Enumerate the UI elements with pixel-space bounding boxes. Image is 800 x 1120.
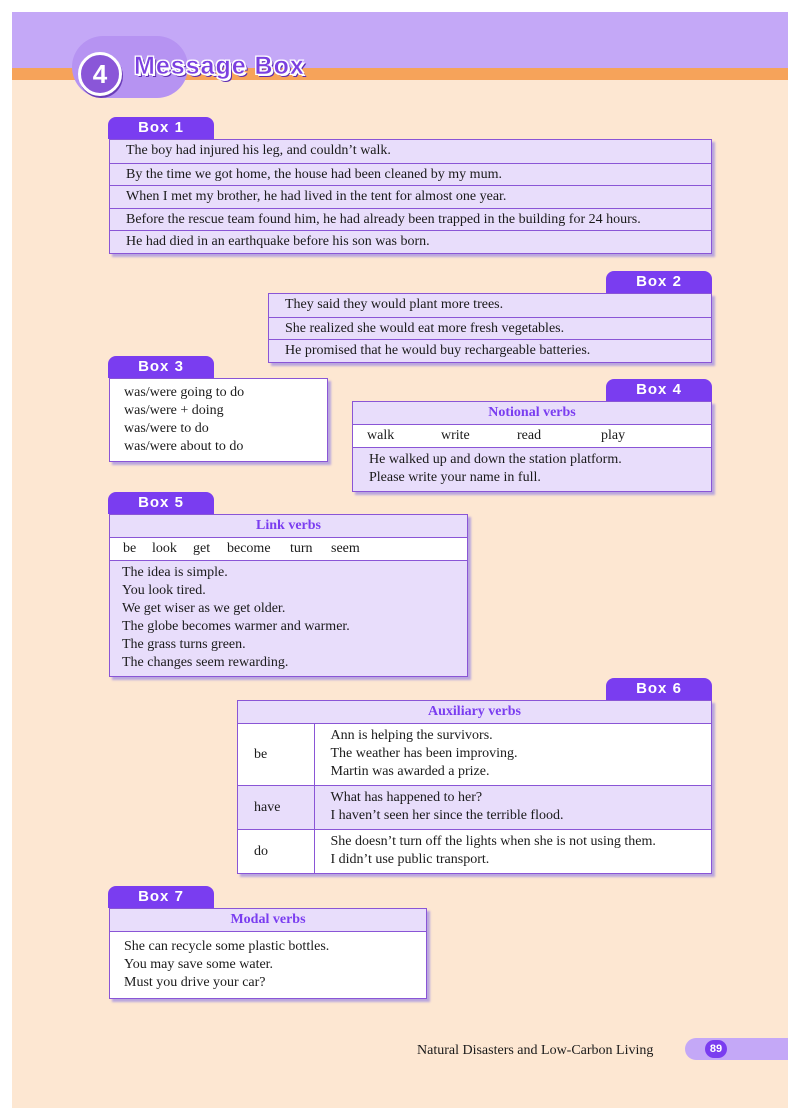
example-sentence: The grass turns green. (122, 637, 246, 652)
example-sentence: She doesn’t turn off the lights when she is not using them. (330, 834, 656, 849)
box2-row: She realized she would eat more fresh vegetables. (269, 317, 711, 340)
box4 (352, 401, 712, 492)
verb-cell: be (238, 724, 314, 786)
verb-word: become (227, 541, 271, 556)
box6-tab: Box 6 (606, 678, 712, 700)
verb-word: write (441, 428, 470, 443)
verb-cell: do (238, 830, 314, 874)
box1-row: He had died in an earthquake before his son was born. (110, 230, 711, 253)
box7-tab: Box 7 (108, 886, 214, 908)
box5-examples (110, 561, 467, 676)
box7 (109, 908, 427, 999)
example-sentence: The globe becomes warmer and warmer. (122, 619, 350, 634)
box5-tab: Box 5 (108, 492, 214, 514)
example-sentence: The weather has been improving. (330, 746, 518, 761)
example-sentence: Please write your name in full. (369, 470, 541, 485)
box1-row: When I met my brother, he had lived in the tent for almost one year. (110, 185, 711, 208)
page-number-tab (685, 1038, 788, 1060)
box3-line: was/were going to do (124, 385, 245, 400)
box3-line: was/were to do (124, 421, 209, 436)
box3-line: was/were + doing (124, 403, 224, 418)
box3 (109, 378, 328, 462)
box1-row: Before the rescue team found him, he had already been trapped in the building for 24 hours. (110, 208, 711, 231)
auxiliary-verbs-table (238, 723, 711, 873)
example-sentence: The idea is simple. (122, 565, 228, 580)
footer-unit-title: Natural Disasters and Low-Carbon Living (417, 1043, 654, 1058)
box7-header: Modal verbs (110, 909, 426, 932)
example-sentence: The changes seem rewarding. (122, 655, 289, 670)
verb-word: walk (367, 428, 395, 443)
examples-cell (314, 786, 711, 830)
box4-examples (353, 448, 711, 491)
box1 (109, 139, 712, 254)
example-sentence: Ann is helping the survivors. (330, 728, 493, 743)
box3-tab: Box 3 (108, 356, 214, 378)
box3-line: was/were about to do (124, 439, 244, 454)
section-title: Message Box (134, 52, 305, 80)
box4-tab: Box 4 (606, 379, 712, 401)
table-row (238, 724, 711, 786)
page (12, 12, 788, 1108)
table-row (238, 786, 711, 830)
example-sentence: She can recycle some plastic bottles. (124, 939, 330, 954)
box1-row: By the time we got home, the house had been cleaned by my mum. (110, 163, 711, 186)
box2-row: They said they would plant more trees. (269, 294, 711, 317)
example-sentence: You may save some water. (124, 957, 274, 972)
box6-header: Auxiliary verbs (238, 701, 711, 723)
box1-tab: Box 1 (108, 117, 214, 139)
verb-word: turn (290, 541, 313, 556)
verb-word: read (517, 428, 542, 443)
verb-word: play (601, 428, 626, 443)
box7-examples (110, 932, 426, 998)
examples-cell (314, 724, 711, 786)
example-sentence: I haven’t seen her since the terrible flood. (330, 808, 564, 823)
verb-word: seem (331, 541, 360, 556)
box2-row: He promised that he would buy rechargeable batteries. (269, 339, 711, 362)
box5 (109, 514, 468, 677)
example-sentence: We get wiser as we get older. (122, 601, 286, 616)
example-sentence: I didn’t use public transport. (330, 852, 490, 867)
verb-cell: have (238, 786, 314, 830)
page-number: 89 (705, 1040, 727, 1058)
example-sentence: He walked up and down the station platform. (369, 452, 622, 467)
box2 (268, 293, 712, 363)
example-sentence: Must you drive your car? (124, 975, 266, 990)
verb-word: look (152, 541, 177, 556)
box2-tab: Box 2 (606, 271, 712, 293)
example-sentence: You look tired. (122, 583, 206, 598)
section-number-badge: 4 (78, 52, 122, 96)
example-sentence: Martin was awarded a prize. (330, 764, 490, 779)
examples-cell (314, 830, 711, 874)
box4-header: Notional verbs (353, 402, 711, 425)
box4-word-row (353, 425, 711, 448)
verb-word: get (193, 541, 211, 556)
verb-word: be (123, 541, 137, 556)
box5-word-row (110, 538, 467, 561)
example-sentence: What has happened to her? (330, 790, 483, 805)
box5-header: Link verbs (110, 515, 467, 538)
table-row (238, 830, 711, 874)
box1-row: The boy had injured his leg, and couldn’t walk. (110, 140, 711, 163)
box6 (237, 700, 712, 874)
